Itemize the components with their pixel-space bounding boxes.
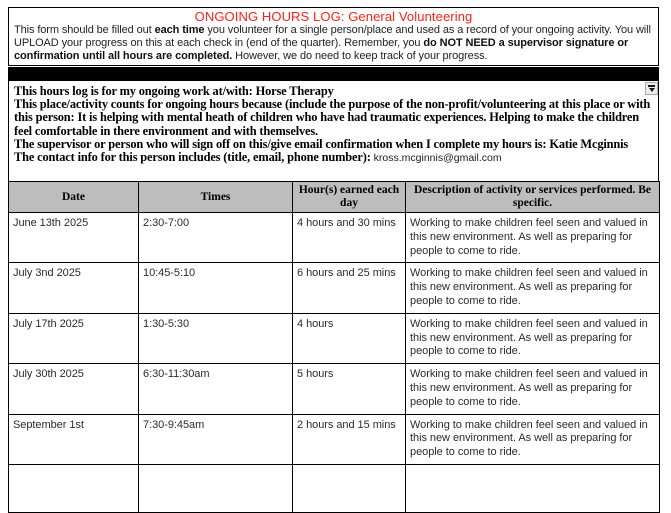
times-cell[interactable]: 7:30-9:45am — [139, 414, 293, 464]
work-at-line: This hours log is for my ongoing work at/with: Horse Therapy — [14, 84, 334, 98]
col-header-date: Date — [9, 182, 139, 213]
description-cell[interactable]: Working to make children feel seen and valued in this new environment. As well as preparing for people to come to ride. — [406, 313, 660, 363]
supervisor-line: The supervisor or person who will sign off on this/give email confirmation when I complete my hours is: Katie Mcginnis — [14, 136, 629, 151]
hours-cell[interactable]: 6 hours and 25 mins — [293, 263, 406, 313]
date-cell[interactable]: July 17th 2025 — [9, 313, 139, 363]
dropdown-triangle-shape — [649, 88, 655, 92]
times-cell[interactable]: 6:30-11:30am — [139, 364, 293, 414]
date-cell[interactable]: July 3nd 2025 — [9, 263, 139, 313]
date-cell[interactable]: September 1st — [9, 414, 139, 464]
hours-table-header — [9, 182, 660, 213]
intro-text-segment: you volunteer for a single person/place and used as a record of your ongoing activity. You will UPLOAD your progress on this at each check in (end of the quarter). Remember, you — [14, 24, 651, 49]
hours-cell[interactable]: 5 hours — [293, 364, 406, 414]
page-title: ONGOING HOURS LOG: General Volunteering — [194, 9, 473, 24]
contact-line — [14, 151, 653, 165]
table-row — [9, 414, 660, 464]
dropdown-arrow-icon[interactable] — [645, 82, 658, 95]
section-divider-bar — [8, 67, 659, 81]
times-cell[interactable]: 10:45-5:10 — [139, 263, 293, 313]
times-cell[interactable] — [139, 464, 293, 512]
hours-cell[interactable] — [293, 464, 406, 512]
intro-bold-each-time: each time — [154, 24, 205, 36]
hours-table-body — [9, 213, 660, 513]
intro-paragraph — [14, 24, 653, 63]
table-row — [9, 464, 660, 512]
intro-bold-no-signature: do NOT NEED a supervisor signature or confirmation until all hours are completed. — [14, 36, 629, 62]
hours-cell[interactable]: 4 hours and 30 mins — [293, 213, 406, 263]
hours-cell[interactable]: 4 hours — [293, 313, 406, 363]
table-row — [9, 213, 660, 263]
intro-text-segment: This form should be filled out — [14, 24, 155, 36]
hours-cell[interactable]: 2 hours and 15 mins — [293, 414, 406, 464]
hours-table — [8, 181, 660, 513]
contact-label: The contact info for this person includes (title, email, phone number): — [14, 150, 374, 165]
intro-box — [8, 7, 659, 66]
dropdown-bar-shape — [648, 85, 655, 87]
purpose-line: This place/activity counts for ongoing hours because (include the purpose of the non-profit/volunteering at this place or with this person: It is helping with mental heath of children who have had traumatic experiences. Helping to make the children feel comfortable in there environment and with themselves. — [14, 97, 651, 138]
date-cell[interactable]: July 30th 2025 — [9, 364, 139, 414]
info-section — [8, 81, 659, 181]
date-cell[interactable] — [9, 464, 139, 512]
document-page — [8, 7, 659, 513]
table-row — [9, 313, 660, 363]
times-cell[interactable]: 1:30-5:30 — [139, 313, 293, 363]
date-cell[interactable]: June 13th 2025 — [9, 213, 139, 263]
times-cell[interactable]: 2:30-7:00 — [139, 213, 293, 263]
table-row — [9, 364, 660, 414]
header-row — [9, 182, 660, 213]
description-cell[interactable] — [406, 464, 660, 512]
description-cell[interactable]: Working to make children feel seen and valued in this new environment. As well as preparing for people to come to ride. — [406, 213, 660, 263]
col-header-description: Description of activity or services performed. Be specific. — [406, 182, 660, 213]
col-header-times: Times — [139, 182, 293, 213]
description-cell[interactable]: Working to make children feel seen and valued in this new environment. As well as preparing for people to come to ride. — [406, 364, 660, 414]
intro-text-segment: However, we do need to keep track of your progress. — [232, 49, 488, 62]
description-cell[interactable]: Working to make children feel seen and valued in this new environment. As well as preparing for people to come to ride. — [406, 414, 660, 464]
description-cell[interactable]: Working to make children feel seen and valued in this new environment. As well as preparing for people to come to ride. — [406, 263, 660, 313]
contact-email: kross.mcginnis@gmail.com — [373, 152, 502, 165]
table-row — [9, 263, 660, 313]
col-header-hours: Hour(s) earned each day — [293, 182, 406, 213]
